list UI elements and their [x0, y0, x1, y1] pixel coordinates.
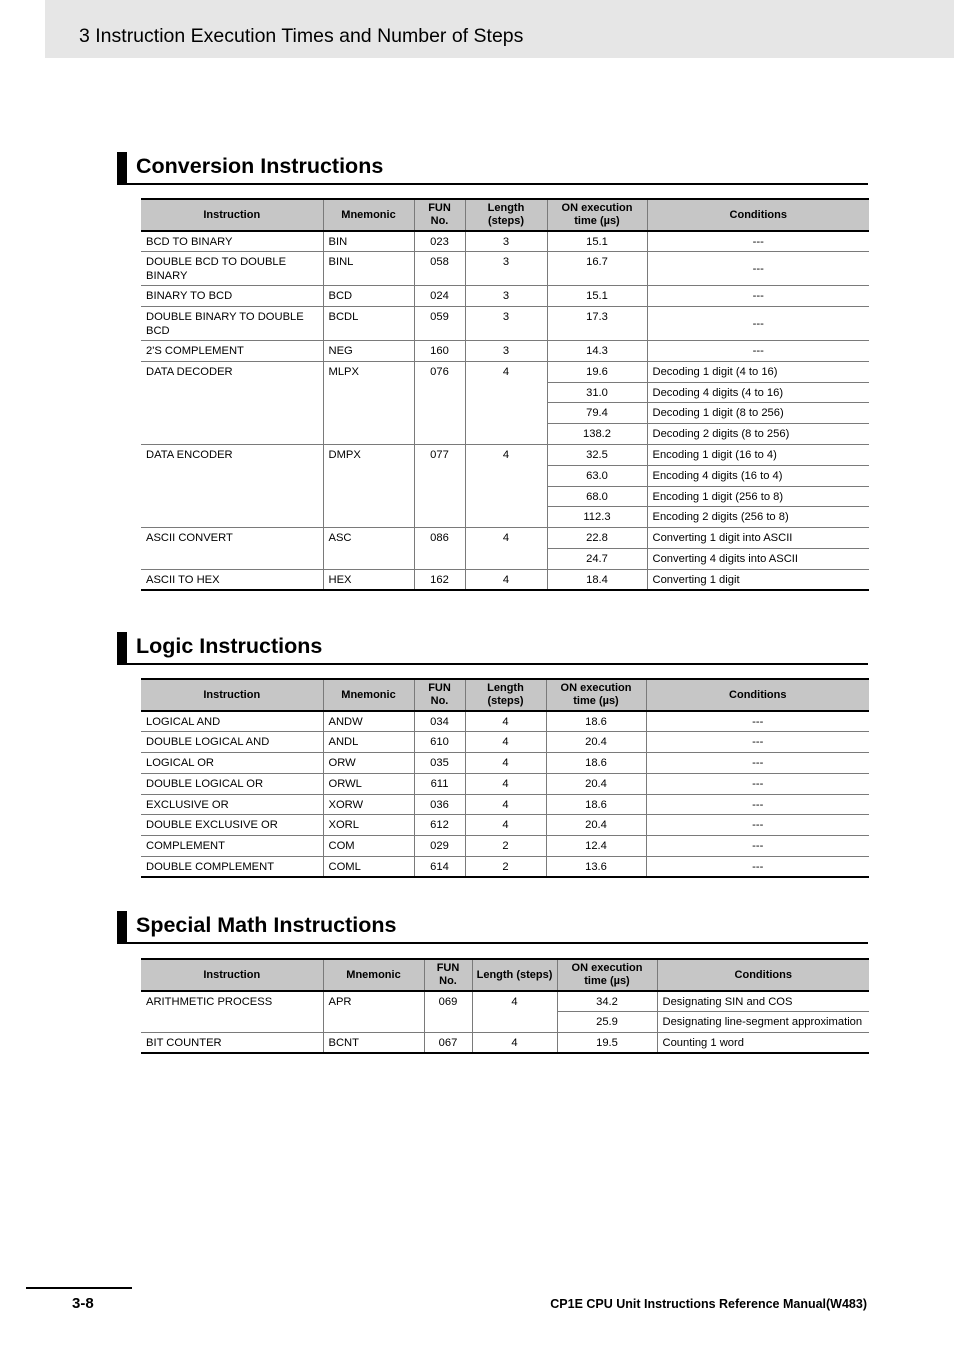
mnemonic-cell: COML — [323, 857, 414, 878]
execution-time-cell: 68.0 — [547, 486, 647, 507]
fun-no-cell: 069 — [424, 991, 472, 1033]
page-header-title: 3 Instruction Execution Times and Number of Steps — [79, 25, 524, 47]
execution-time-cell: 138.2 — [547, 424, 647, 445]
length-cell: 4 — [465, 753, 546, 774]
execution-time-cell: 17.3 — [547, 307, 647, 341]
fun-no-cell: 036 — [414, 794, 465, 815]
fun-no-cell: 160 — [414, 341, 465, 362]
execution-time-cell: 24.7 — [547, 549, 647, 570]
conditions-cell: Designating line-segment approximation — [657, 1012, 869, 1033]
execution-time-cell: 18.4 — [547, 569, 647, 590]
col-header-mnemonic: Mnemonic — [323, 679, 414, 711]
instruction-cell: ASCII TO HEX — [141, 569, 323, 590]
length-cell: 4 — [472, 1033, 557, 1054]
execution-time-cell: 19.5 — [557, 1033, 657, 1054]
fun-no-cell: 077 — [414, 445, 465, 528]
execution-time-cell: 18.6 — [546, 711, 646, 732]
conditions-cell: --- — [646, 815, 869, 836]
instruction-cell: 2'S COMPLEMENT — [141, 341, 323, 362]
col-header-instruction: Instruction — [141, 679, 323, 711]
fun-no-cell: 614 — [414, 857, 465, 878]
mnemonic-cell: MLPX — [323, 361, 414, 444]
section-title-conversion — [117, 152, 868, 185]
length-cell: 4 — [465, 711, 546, 732]
fun-no-cell: 610 — [414, 732, 465, 753]
conditions-cell: Converting 1 digit — [647, 569, 869, 590]
mnemonic-cell: BCDL — [323, 307, 414, 341]
fun-no-cell: 034 — [414, 711, 465, 732]
section-title-logic — [117, 632, 868, 665]
fun-no-cell: 162 — [414, 569, 465, 590]
table-header-row — [141, 679, 869, 711]
execution-time-cell: 20.4 — [546, 773, 646, 794]
table-row — [141, 753, 869, 774]
instruction-cell: DOUBLE EXCLUSIVE OR — [141, 815, 323, 836]
length-cell: 4 — [465, 815, 546, 836]
table-row — [141, 815, 869, 836]
manual-title: CP1E CPU Unit Instructions Reference Manual(W483) — [550, 1297, 867, 1311]
conditions-cell: Decoding 2 digits (8 to 256) — [647, 424, 869, 445]
fun-no-cell: 029 — [414, 836, 465, 857]
table-row — [141, 794, 869, 815]
fun-no-cell: 058 — [414, 252, 465, 286]
fun-no-cell: 612 — [414, 815, 465, 836]
table-row — [141, 991, 869, 1012]
instruction-cell: EXCLUSIVE OR — [141, 794, 323, 815]
conditions-cell: --- — [646, 732, 869, 753]
length-cell: 4 — [465, 528, 547, 570]
instruction-cell: COMPLEMENT — [141, 836, 323, 857]
instruction-cell: BIT COUNTER — [141, 1033, 323, 1054]
mnemonic-cell: ORWL — [323, 773, 414, 794]
execution-time-cell: 15.1 — [547, 231, 647, 252]
conditions-cell: Decoding 4 digits (4 to 16) — [647, 382, 869, 403]
instruction-cell: DATA DECODER — [141, 361, 323, 444]
execution-time-cell: 31.0 — [547, 382, 647, 403]
table-row — [141, 341, 869, 362]
conditions-cell: --- — [646, 773, 869, 794]
conditions-cell: --- — [647, 252, 869, 286]
section-title-special-math — [117, 911, 868, 944]
section-title-bar — [117, 911, 127, 944]
col-header-conditions: Conditions — [646, 679, 869, 711]
execution-time-cell: 18.6 — [546, 753, 646, 774]
special-math-instructions-table — [141, 958, 869, 1054]
mnemonic-cell: APR — [323, 991, 424, 1033]
conditions-cell: Converting 4 digits into ASCII — [647, 549, 869, 570]
col-header-conditions: Conditions — [647, 199, 869, 231]
conditions-cell: Encoding 4 digits (16 to 4) — [647, 465, 869, 486]
mnemonic-cell: NEG — [323, 341, 414, 362]
table-row — [141, 361, 869, 382]
table-row — [141, 732, 869, 753]
mnemonic-cell: BCD — [323, 286, 414, 307]
instruction-cell: BCD TO BINARY — [141, 231, 323, 252]
mnemonic-cell: DMPX — [323, 445, 414, 528]
col-header-execution-time: ON execution time (µs) — [557, 959, 657, 991]
instruction-cell: BINARY TO BCD — [141, 286, 323, 307]
mnemonic-cell: COM — [323, 836, 414, 857]
section-heading: Special Math Instructions — [136, 913, 397, 937]
table-header-row — [141, 959, 869, 991]
conditions-cell: --- — [647, 286, 869, 307]
table-header-row — [141, 199, 869, 231]
table-row — [141, 1033, 869, 1054]
col-header-fun-no: FUN No. — [414, 199, 465, 231]
mnemonic-cell: BIN — [323, 231, 414, 252]
conditions-cell: Designating SIN and COS — [657, 991, 869, 1012]
mnemonic-cell: XORW — [323, 794, 414, 815]
conditions-cell: --- — [647, 307, 869, 341]
section-heading: Conversion Instructions — [136, 154, 384, 178]
table-row — [141, 252, 869, 286]
length-cell: 4 — [465, 732, 546, 753]
conditions-cell: --- — [646, 836, 869, 857]
table-row — [141, 286, 869, 307]
execution-time-cell: 20.4 — [546, 815, 646, 836]
execution-time-cell: 63.0 — [547, 465, 647, 486]
execution-time-cell: 16.7 — [547, 252, 647, 286]
col-header-mnemonic: Mnemonic — [323, 959, 424, 991]
length-cell: 3 — [465, 341, 547, 362]
execution-time-cell: 25.9 — [557, 1012, 657, 1033]
execution-time-cell: 18.6 — [546, 794, 646, 815]
table-row — [141, 528, 869, 549]
col-header-mnemonic: Mnemonic — [323, 199, 414, 231]
table-row — [141, 857, 869, 878]
col-header-length: Length (steps) — [465, 199, 547, 231]
execution-time-cell: 112.3 — [547, 507, 647, 528]
mnemonic-cell: ANDW — [323, 711, 414, 732]
conditions-cell: Encoding 1 digit (256 to 8) — [647, 486, 869, 507]
col-header-execution-time: ON execution time (µs) — [546, 679, 646, 711]
length-cell: 3 — [465, 252, 547, 286]
length-cell: 3 — [465, 307, 547, 341]
section-title-bar — [117, 632, 127, 665]
logic-instructions-table — [141, 678, 869, 878]
page-header — [45, 0, 954, 58]
length-cell: 4 — [465, 569, 547, 590]
instruction-cell: LOGICAL OR — [141, 753, 323, 774]
section-title-bar — [117, 152, 127, 185]
col-header-conditions: Conditions — [657, 959, 869, 991]
conversion-instructions-table — [141, 198, 869, 591]
mnemonic-cell: BINL — [323, 252, 414, 286]
conditions-cell: --- — [646, 794, 869, 815]
instruction-cell: DOUBLE COMPLEMENT — [141, 857, 323, 878]
fun-no-cell: 035 — [414, 753, 465, 774]
table-row — [141, 773, 869, 794]
conditions-cell: --- — [646, 711, 869, 732]
mnemonic-cell: ANDL — [323, 732, 414, 753]
col-header-length: Length (steps) — [472, 959, 557, 991]
conditions-cell: --- — [646, 753, 869, 774]
execution-time-cell: 22.8 — [547, 528, 647, 549]
conditions-cell: Counting 1 word — [657, 1033, 869, 1054]
col-header-instruction: Instruction — [141, 959, 323, 991]
mnemonic-cell: XORL — [323, 815, 414, 836]
length-cell: 4 — [465, 445, 547, 528]
table-row — [141, 711, 869, 732]
conditions-cell: --- — [647, 341, 869, 362]
mnemonic-cell: ORW — [323, 753, 414, 774]
instruction-cell: DOUBLE LOGICAL AND — [141, 732, 323, 753]
page-number: 3-8 — [72, 1295, 94, 1312]
conditions-cell: Encoding 1 digit (16 to 4) — [647, 445, 869, 466]
table-row — [141, 836, 869, 857]
execution-time-cell: 79.4 — [547, 403, 647, 424]
length-cell: 4 — [465, 773, 546, 794]
conditions-cell: Decoding 1 digit (4 to 16) — [647, 361, 869, 382]
execution-time-cell: 15.1 — [547, 286, 647, 307]
instruction-cell: ARITHMETIC PROCESS — [141, 991, 323, 1033]
execution-time-cell: 20.4 — [546, 732, 646, 753]
mnemonic-cell: HEX — [323, 569, 414, 590]
table-row — [141, 445, 869, 466]
length-cell: 2 — [465, 857, 546, 878]
fun-no-cell: 086 — [414, 528, 465, 570]
length-cell: 2 — [465, 836, 546, 857]
conditions-cell: Converting 1 digit into ASCII — [647, 528, 869, 549]
table-row — [141, 569, 869, 590]
col-header-instruction: Instruction — [141, 199, 323, 231]
instruction-cell: DOUBLE BINARY TO DOUBLE BCD — [141, 307, 323, 341]
instruction-cell: LOGICAL AND — [141, 711, 323, 732]
conditions-cell: --- — [647, 231, 869, 252]
fun-no-cell: 024 — [414, 286, 465, 307]
length-cell: 4 — [472, 991, 557, 1033]
instruction-cell: DOUBLE LOGICAL OR — [141, 773, 323, 794]
mnemonic-cell: BCNT — [323, 1033, 424, 1054]
execution-time-cell: 34.2 — [557, 991, 657, 1012]
col-header-length: Length (steps) — [465, 679, 546, 711]
execution-time-cell: 13.6 — [546, 857, 646, 878]
section-heading: Logic Instructions — [136, 634, 323, 658]
instruction-cell: DATA ENCODER — [141, 445, 323, 528]
length-cell: 4 — [465, 794, 546, 815]
execution-time-cell: 19.6 — [547, 361, 647, 382]
footer-rule — [26, 1287, 132, 1289]
table-row — [141, 231, 869, 252]
fun-no-cell: 076 — [414, 361, 465, 444]
mnemonic-cell: ASC — [323, 528, 414, 570]
fun-no-cell: 023 — [414, 231, 465, 252]
length-cell: 4 — [465, 361, 547, 444]
fun-no-cell: 611 — [414, 773, 465, 794]
table-row — [141, 307, 869, 341]
length-cell: 3 — [465, 286, 547, 307]
conditions-cell: --- — [646, 857, 869, 878]
col-header-fun-no: FUN No. — [424, 959, 472, 991]
conditions-cell: Encoding 2 digits (256 to 8) — [647, 507, 869, 528]
execution-time-cell: 12.4 — [546, 836, 646, 857]
length-cell: 3 — [465, 231, 547, 252]
col-header-fun-no: FUN No. — [414, 679, 465, 711]
instruction-cell: DOUBLE BCD TO DOUBLE BINARY — [141, 252, 323, 286]
col-header-execution-time: ON execution time (µs) — [547, 199, 647, 231]
instruction-cell: ASCII CONVERT — [141, 528, 323, 570]
execution-time-cell: 14.3 — [547, 341, 647, 362]
execution-time-cell: 32.5 — [547, 445, 647, 466]
conditions-cell: Decoding 1 digit (8 to 256) — [647, 403, 869, 424]
fun-no-cell: 059 — [414, 307, 465, 341]
fun-no-cell: 067 — [424, 1033, 472, 1054]
